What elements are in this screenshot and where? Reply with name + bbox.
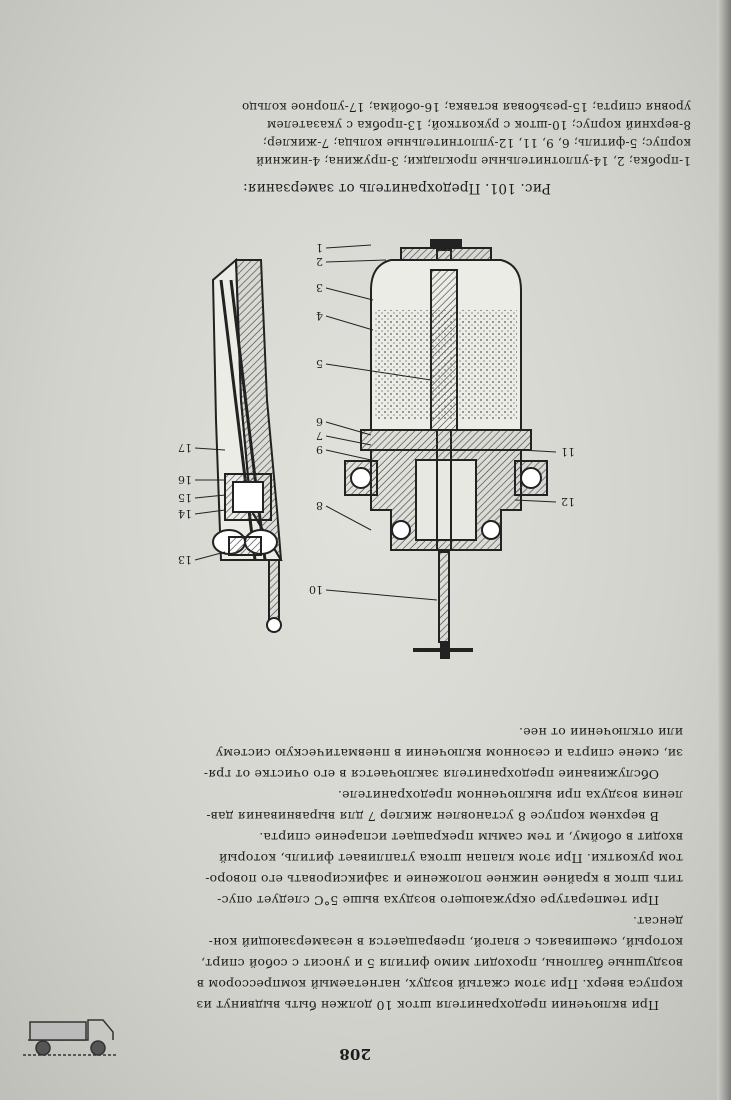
body-line: корпуса вверх. При этом сжатый воздух, нагнетаемый компрессором в <box>196 977 683 992</box>
body-line: воздушные баллоны, проходит мимо фитиля 5 и уносит с собой спирт, <box>200 956 683 971</box>
body-line: При температуре окружающего воздуха выше 5°С следует опус- <box>216 893 659 908</box>
legend-line: 8-верхний корпус; 10-шток с рукояткой; 13-пробка с указателем <box>266 118 691 132</box>
callout-5: 5 <box>316 357 323 370</box>
callout-12: 12 <box>561 495 575 508</box>
callout-13: 13 <box>178 553 192 566</box>
callout-8: 8 <box>316 499 323 512</box>
callout-17: 17 <box>178 441 192 454</box>
body-text <box>63 722 683 1016</box>
callout-14: 14 <box>178 507 192 520</box>
page-edge-shadow <box>717 0 731 1100</box>
body-line: ления воздуха при выключенном предохранителе. <box>337 788 683 803</box>
body-line: зи, смене спирта и сезонном включении в пневматическую систему <box>215 746 683 761</box>
legend-line: уровня спирта; 15-резьбовая вставка; 16-обойма; 17-упорное кольцо <box>241 100 691 114</box>
callout-9: 9 <box>316 443 323 456</box>
callout-15: 15 <box>178 491 192 504</box>
page-number: 208 <box>339 1045 371 1063</box>
figure-caption: Рис. 101. Предохранитель от замерзания: <box>242 180 551 196</box>
legend-line: корпус; 5-фитиль; 6, 9, 11, 12-уплотнительные кольца; 7-жиклер; <box>262 136 691 150</box>
legend-line: 1-пробка; 2, 14-уплотнительные прокладки; 3-пружина; 4-нижний <box>255 154 691 168</box>
body-line: или отключении от нее. <box>518 725 683 740</box>
body-line: входит в обойму, и тем самым прекращает испарение спирта. <box>259 830 683 845</box>
callout-3: 3 <box>316 281 323 294</box>
callout-2: 2 <box>316 255 323 268</box>
callout-16: 16 <box>178 473 192 486</box>
callout-10: 10 <box>309 583 323 596</box>
antifreeze-device-drawing <box>161 240 575 660</box>
main-device-section <box>345 240 547 658</box>
body-line: тить шток в крайнее нижнее положение и зафиксировать его поворо- <box>205 872 683 887</box>
figure-legend <box>242 98 691 170</box>
truck-icon <box>18 1000 118 1070</box>
body-line: том рукоятки. При этом клапан штока утапливает фитиль, который <box>218 851 683 866</box>
body-line: В верхнем корпусе 8 установлен жиклер 7 для выравнивания дав- <box>206 809 659 824</box>
body-line: который, смешиваясь с влагой, превращается в незамерзающий кон- <box>208 935 683 950</box>
body-line: денсат. <box>632 914 683 929</box>
side-detail-section <box>213 260 281 632</box>
callout-11: 11 <box>561 445 575 458</box>
body-line: Обслуживание предохранителя заключается в его очистке от гря- <box>203 767 659 782</box>
callout-6: 6 <box>316 415 323 428</box>
callout-1: 1 <box>316 241 323 254</box>
body-line: При включении предохранителя шток 10 должен быть выдвинут из <box>196 998 659 1013</box>
callout-7: 7 <box>316 429 323 442</box>
callout-4: 4 <box>316 309 323 322</box>
